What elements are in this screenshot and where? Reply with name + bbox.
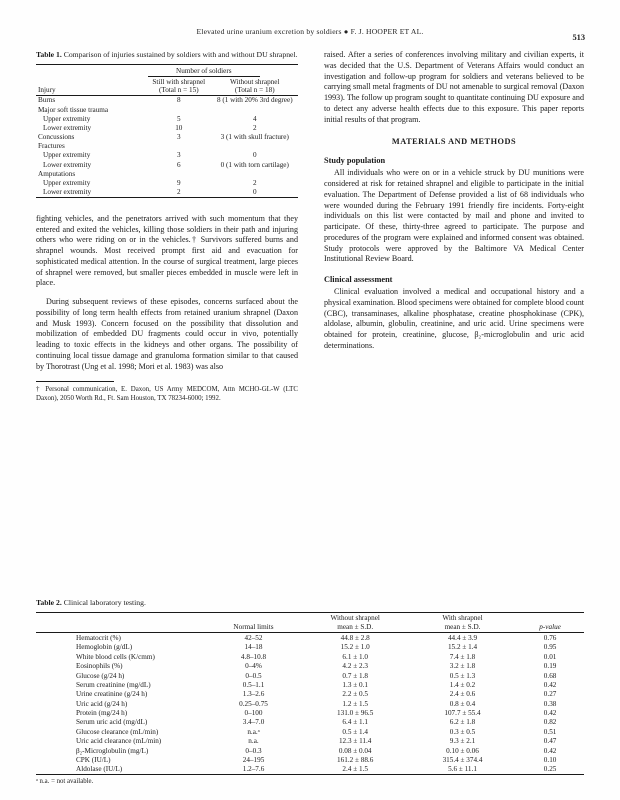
table-row (36, 96, 298, 105)
table1-r8-label: Amputations (38, 169, 76, 178)
table-row (36, 727, 584, 736)
table2-r0-p: 0.76 (543, 634, 557, 643)
table1-r4-without: 3 (1 with skull fracture) (220, 133, 289, 142)
table2-r10-with: 0.3 ± 0.5 (449, 727, 476, 736)
table2-r0-without: 44.8 ± 2.8 (340, 634, 370, 643)
table2-r3-normal: 0–4% (245, 662, 262, 671)
table2-r13-without: 161.2 ± 88.6 (337, 755, 374, 764)
table2-r9-p: 0.82 (543, 718, 557, 727)
table1-r7-without: 0 (1 with torn cartilage) (220, 160, 289, 169)
table1-r1-without (212, 105, 298, 114)
table2-r9-normal: 3.4–7.0 (242, 718, 265, 727)
table2-r10-variable: Glucose clearance (mL/min) (76, 727, 159, 736)
table2-r5-without: 1.3 ± 0.1 (342, 680, 368, 689)
table1-r1-label: Major soft tissue trauma (38, 105, 109, 114)
table2-r4-normal: 0–0.5 (245, 671, 262, 680)
table1-r9-with: 9 (176, 179, 181, 188)
table1-group-header-label: Number of soldiers (148, 66, 260, 77)
table2-col-pvalue (516, 613, 584, 633)
table1-col-with (146, 78, 212, 96)
table1 (36, 64, 298, 197)
table2-r12-without: 0.08 ± 0.04 (338, 746, 372, 755)
page-number: 513 (572, 33, 585, 42)
table1-blank-corner (36, 65, 146, 78)
table2-r2-normal: 4.8–10.8 (240, 652, 267, 661)
footnote-rule (36, 381, 114, 382)
table2-r8-with: 107.7 ± 55.4 (444, 709, 481, 718)
table2-r13-normal: 24–195 (242, 755, 265, 764)
table-row (36, 662, 584, 671)
table-row (36, 765, 584, 775)
table1-head (36, 65, 298, 96)
table2-col-without-shrapnel (302, 613, 409, 633)
table-row (36, 151, 298, 160)
table2-r1-without: 15.2 ± 1.0 (340, 643, 370, 652)
table1-r9-label: Upper extremity (43, 179, 91, 188)
table2-r11-with: 9.3 ± 2.1 (449, 737, 476, 746)
table-row (36, 718, 584, 727)
table-row (36, 708, 584, 717)
table2-r0-normal: 42–52 (244, 634, 263, 643)
table1-group-header (146, 65, 298, 78)
table2-r7-normal: 0.25–0.75 (239, 699, 268, 708)
table2-col-with-line2: mean ± S.D. (444, 623, 481, 632)
table-row (36, 188, 298, 198)
table2-r13-with: 315.4 ± 374.4 (442, 755, 483, 764)
section-heading-materials-and-methods: MATERIALS AND METHODS (391, 137, 517, 147)
table2-r9-variable: Serum uric acid (mg/dL) (76, 718, 148, 727)
table2-r13-p: 0.10 (543, 755, 557, 764)
table2-col-normal-limits (205, 613, 301, 633)
table1-caption (36, 50, 298, 60)
table2-col-pvalue-label: p-value (539, 623, 561, 632)
table1-caption-text: Comparison of injuries sustained by soldiers with and without DU shrapnel. (63, 50, 298, 59)
table2 (36, 612, 584, 775)
table2-r2-p: 0.01 (543, 652, 557, 661)
table2-col-normal-limits-label: Normal limits (233, 623, 274, 632)
table2-r5-p: 0.42 (543, 680, 557, 689)
table1-r8-with (146, 169, 212, 178)
table-row (36, 123, 298, 132)
table2-r4-variable: Glucose (g/24 h) (76, 671, 125, 680)
table1-r10-without: 0 (212, 188, 298, 198)
table2-footnote: ᵃ n.a. = not available. (36, 778, 94, 786)
table2-r4-without: 0.7 ± 1.8 (342, 671, 368, 680)
table2-r1-p: 0.95 (543, 643, 557, 652)
table1-r5-label: Fractures (38, 142, 65, 151)
left-paragraph-2: During subsequent reviews of these episodes, concerns surfaced about the possibility of long term health effects from retained uranium shrapnel (Daxon and Musk 1993). Concern focused on the possibility that dissolution and mobilization of embedded DU fragments could occur in vivo, potentially leading to toxic effects in the kidneys and other organs. The possibility of continuing local tissue damage and granuloma formation similar to that caused by Thorotrast (Ung et al. 1998; Mori et al. 1983) was also (36, 297, 298, 371)
table2-r8-normal: 0–100 (244, 709, 263, 718)
table1-r2-with: 5 (176, 114, 181, 123)
right-column (324, 50, 584, 352)
table2-r3-with: 3.2 ± 1.8 (449, 662, 476, 671)
table2-col-without-line1: Without shrapnel (330, 614, 380, 623)
table2-r8-variable: Protein (mg/24 h) (76, 709, 128, 718)
table2-body (36, 633, 584, 774)
table2-r5-variable: Serum creatinine (mg/dL) (76, 680, 151, 689)
table2-r12-normal: 0–0.3 (245, 746, 262, 755)
left-paragraph-1: fighting vehicles, and the penetrators arrived with such momentum that they entered and exited the vehicles, killing those soldiers in their path and injuring others who were riding on or in the vehicles.† Survivors suffered burns and shrapnel wounds. Most received prompt first aid and evacuation for sophisticated medical attention. In the course of surgical treatment, large pieces of shrapnel were removed, but smaller pieces embedded in muscle were left in place. (36, 213, 298, 288)
table2-caption (36, 598, 584, 608)
table2-r10-normal: n.a.ᵃ (247, 727, 260, 736)
table2-r2-with: 7.4 ± 1.8 (449, 652, 476, 661)
table2-r4-with: 0.5 ± 1.3 (449, 671, 476, 680)
table1-caption-label: Table 1. (36, 50, 62, 59)
table1-r10-label: Lower extremity (36, 188, 146, 198)
table-row (36, 755, 584, 764)
table-row (36, 737, 584, 746)
table2-caption-label: Table 2. (36, 598, 62, 607)
table1-r9-without: 2 (252, 179, 257, 188)
table2-r11-normal: n.a. (248, 737, 259, 746)
table-row (36, 746, 584, 755)
table1-r0-without: 8 (1 with 20% 3rd degree) (216, 96, 293, 105)
table-row (36, 178, 298, 187)
table2-r1-normal: 14–18 (244, 643, 263, 652)
table2-r6-with: 2.4 ± 0.6 (449, 690, 476, 699)
table2-r3-without: 4.2 ± 2.3 (342, 662, 368, 671)
table2-r11-without: 12.3 ± 11.4 (338, 737, 372, 746)
table-row (36, 652, 584, 661)
table2-col-without-line2: mean ± S.D. (337, 623, 374, 632)
table-row (36, 699, 584, 708)
table1-r4-with: 3 (176, 133, 181, 142)
subsection-heading-clinical-assessment: Clinical assessment (324, 275, 393, 284)
table-row (36, 169, 298, 178)
table1-r8-without (212, 169, 298, 178)
subsection-heading-study-population: Study population (324, 156, 386, 166)
table-row (36, 671, 584, 680)
table-row (36, 142, 298, 151)
table1-r0-with: 8 (176, 96, 181, 105)
table1-r3-with: 10 (175, 123, 183, 132)
table2-col-variable (36, 613, 205, 633)
table1-r1-with (146, 105, 212, 114)
table1-r5-with (146, 142, 212, 151)
table2-r6-without: 2.2 ± 0.5 (342, 690, 368, 699)
table1-r6-with: 3 (176, 151, 181, 160)
table1-col-without-line1: Without shrapnel (230, 78, 280, 87)
table-row (36, 114, 298, 123)
table2-r13-variable: CPK (IU/L) (76, 755, 111, 764)
footnote-text: † Personal communication, E. Daxon, US Army MEDCOM, Attn MCHO-GL-W (LTC Daxon), 2050 Worth Rd., Ft. Sam Houston, TX 78234-6000; 1992. (36, 386, 298, 403)
table-row (36, 633, 584, 642)
table2-r6-variable: Urine creatinine (g/24 h) (76, 690, 148, 699)
table1-body (36, 96, 298, 198)
table1-r10-with: 2 (146, 188, 212, 198)
table1-col-without-line2: (Total n = 18) (234, 86, 275, 95)
table2-header-row (36, 613, 584, 633)
table1-r2-without: 4 (252, 114, 257, 123)
table2-r10-without: 0.5 ± 1.4 (342, 727, 368, 736)
table1-r7-with: 6 (176, 160, 181, 169)
table1-r7-label: Lower extremity (43, 160, 92, 169)
table2-caption-text: Clinical laboratory testing. (63, 598, 146, 607)
table2-col-with-line1: With shrapnel (442, 614, 483, 623)
left-column (36, 50, 298, 404)
table1-r6-label: Upper extremity (43, 151, 91, 160)
table2-r11-p: 0.47 (543, 737, 557, 746)
table2-r7-without: 1.2 ± 1.5 (342, 699, 368, 708)
table-row (36, 160, 298, 169)
table2-r14-p: 0.25 (516, 765, 584, 775)
table2-r1-variable: Hemoglobin (g/dL) (76, 643, 133, 652)
table2-r9-without: 6.4 ± 1.1 (342, 718, 368, 727)
table1-r3-without: 2 (252, 123, 257, 132)
table-row (36, 105, 298, 114)
table2-r6-p: 0.27 (543, 690, 557, 699)
table2-r2-without: 6.1 ± 1.0 (342, 652, 368, 661)
table2-r8-p: 0.42 (543, 709, 557, 718)
table-row (36, 680, 584, 689)
table1-r6-without: 0 (252, 151, 257, 160)
table2-r0-variable: Hematocrit (%) (76, 634, 121, 643)
table1-col-injury (36, 78, 146, 96)
table2-head (36, 613, 584, 634)
table1-col-with-line2: (Total n = 15) (158, 86, 199, 95)
table-row (36, 643, 584, 652)
clinical-assessment-paragraph: Clinical evaluation involved a medical and occupational history and a physical examination. Blood specimens were obtained for complete blood count (CBC), transaminases, alkaline phosphatase, creatine phosphokinase (CPK), aldolase, albumin, globulin, creatinine, and uric acid. Urine specimens were obtained for protein, creatinine, glucose, β₂-microglobulin and uric acid determinations. (324, 287, 584, 350)
table1-r4-label: Concussions (38, 133, 75, 142)
table2-r14-without: 2.4 ± 1.5 (302, 765, 409, 775)
table2-r12-p: 0.42 (543, 746, 557, 755)
table2-r0-with: 44.4 ± 3.9 (447, 634, 478, 643)
table1-r3-label: Lower extremity (43, 123, 92, 132)
table2-r14-normal: 1.2–7.6 (205, 765, 301, 775)
table1-group-header-row (36, 65, 298, 78)
table2-r14-with: 5.6 ± 11.1 (409, 765, 516, 775)
table1-col-without (212, 78, 298, 96)
table2-r3-variable: Eosinophils (%) (76, 662, 123, 671)
table2-r9-with: 6.2 ± 1.8 (449, 718, 476, 727)
table2-r8-without: 131.0 ± 96.5 (337, 709, 374, 718)
table2-r3-p: 0.19 (543, 662, 557, 671)
table2-r14-variable: Aldolase (IU/L) (36, 765, 205, 775)
table-row (36, 133, 298, 142)
table2-col-with-shrapnel (409, 613, 516, 633)
table2-r4-p: 0.68 (543, 671, 557, 680)
table2-r7-variable: Uric acid (g/24 h) (76, 699, 128, 708)
table2-r11-variable: Uric acid clearance (mL/min) (76, 737, 162, 746)
table2-r5-with: 1.4 ± 0.2 (449, 680, 476, 689)
table2-r5-normal: 0.5–1.1 (242, 680, 265, 689)
table2-r12-variable: β₂-Microglobulin (mg/L) (76, 746, 149, 755)
table2-r12-with: 0.10 ± 0.06 (446, 746, 479, 755)
table2-r2-variable: White blood cells (K/cmm) (76, 652, 155, 661)
running-head: Elevated urine uranium excretion by soldiers ● F. J. HOOPER ET AL. (196, 27, 424, 36)
table-row (36, 690, 584, 699)
table1-col-with-line1: Still with shrapnel (152, 78, 206, 87)
table2-r7-with: 0.8 ± 0.4 (449, 699, 476, 708)
table1-col-injury-label: Injury (38, 86, 56, 95)
table2-r10-p: 0.51 (543, 727, 557, 736)
table1-r0-label: Burns (38, 96, 56, 105)
table1-r2-label: Upper extremity (43, 114, 91, 123)
table1-r5-without (212, 142, 298, 151)
table2-r7-p: 0.38 (543, 699, 557, 708)
table2-wrapper (36, 598, 584, 785)
study-population-paragraph: All individuals who were on or in a vehicle struck by DU munitions were considered at risk for retained shrapnel and eligible to participate in the initial evaluation. The Department of Defense provided a list of 68 individuals who were wounded during the February 1991 friendly fire incidents. Forty-eight individuals on this list were contacted by mail and phone and invited to participate. Of these, thirty-three agreed to participate. The purpose and procedures of the program were explained and informed consent was obtained. Study protocols were approved by the Baltimore VA Medical Center Institutional Review Board. (324, 168, 584, 264)
right-paragraph-1: raised. After a series of conferences involving military and civilian experts, it was decided that the U.S. Department of Veterans Affairs would conduct an investigation and follow-up program for soldiers and veterans believed to be carrying small metal fragments of DU not amenable to surgical removal (Daxon 1993). The follow up program sought to quantitate continuing DU exposure and to detect any adverse health effects due to this exposure. This paper reports initial results of that program. (324, 50, 584, 124)
table2-r1-with: 15.2 ± 1.4 (447, 643, 478, 652)
table1-column-header-row (36, 78, 298, 96)
table2-r6-normal: 1.3–2.6 (242, 690, 265, 699)
